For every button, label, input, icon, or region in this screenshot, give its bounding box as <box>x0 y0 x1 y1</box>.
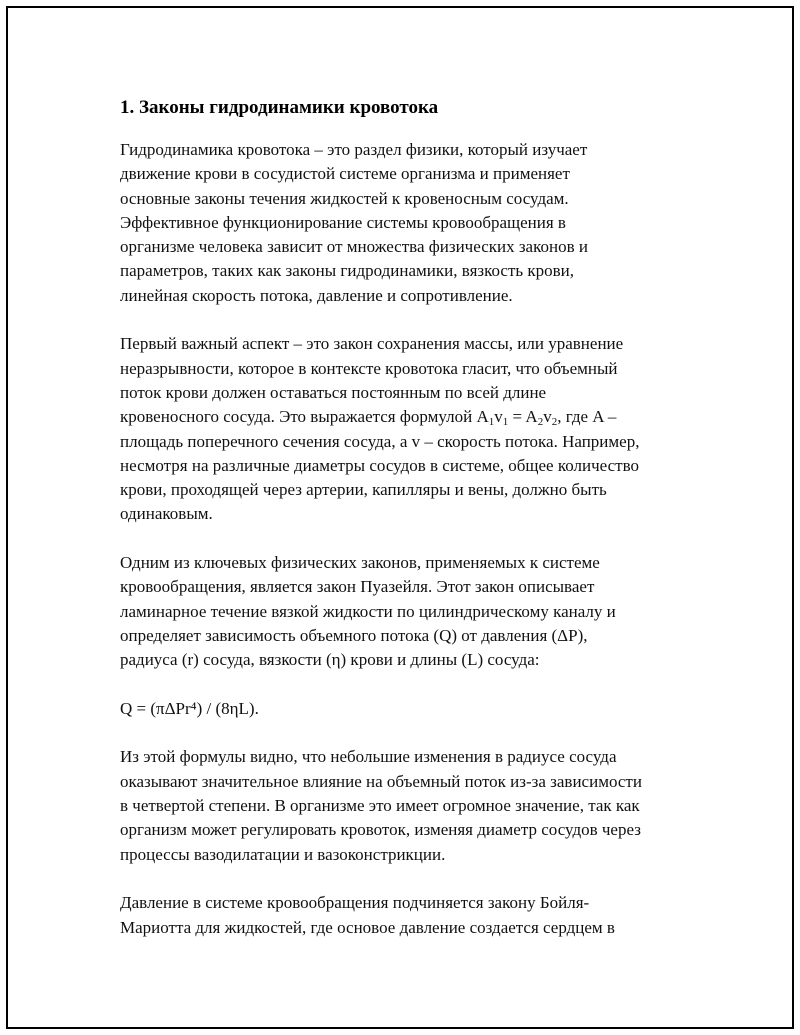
paragraph-poiseuille: Одним из ключевых физических законов, применяемых к системе кровообращения, является закон Пуазейля. Этот закон описывает ламинарное течение вязкой жидкости по цилиндрическому каналу и определяет зависимость объемного потока (Q) от давления (ΔP), радиуса (r) сосуда, вязкости (η) крови и длины (L) сосуда: <box>120 553 616 670</box>
formula-sub-1: 1 <box>488 416 495 429</box>
section-heading: 1. Законы гидродинамики кровотока <box>120 97 439 118</box>
formula-area-2: A <box>525 407 538 427</box>
formula-velocity-2: v <box>543 407 552 427</box>
paragraph-intro: Гидродинамика кровотока – это раздел физики, который изучает движение крови в сосудистой системе организма и применяет основные законы течения жидкостей к кровеносным сосудам. Эффективное функционирование системы кровообращения в организме человека зависит от множества физических законов и параметров, таких как законы гидродинамики, вязкость крови, линейная скорость потока, давление и сопротивление. <box>120 140 588 305</box>
formula-velocity-1: v <box>494 407 503 427</box>
paragraph-pressure: Давление в системе кровообращения подчиняется закону Бойля- Мариотта для жидкостей, где основое давление создается сердцем в <box>120 893 615 937</box>
document-page <box>6 6 794 1029</box>
formula-sub-2: 2 <box>537 416 544 429</box>
poiseuille-formula: Q = (πΔPr⁴) / (8ηL). <box>120 698 259 718</box>
continuity-formula <box>476 407 558 429</box>
paragraph-continuity-text-2: , где A – площадь поперечного сечения сосуда, а v – скорость потока. Например, несмотря на различные диаметры сосудов в системе, общее количество крови, проходящей через артерии, капилляры и вены, должно быть одинаковым. <box>120 407 640 524</box>
document-body <box>120 96 710 964</box>
paragraph-continuity-text-1: Первый важный аспект – это закон сохранения массы, или уравнение неразрывности, которое в контексте кровотока гласит, что объемный поток крови должен оставаться постоянным по всей длине кровеносного сосуда. Это выражается формулой <box>120 334 624 427</box>
paragraph-radius-effect: Из этой формулы видно, что небольшие изменения в радиусе сосуда оказывают значительное влияние на объемный поток из-за зависимости в четвертой степени. В организме это имеет огромное значение, так как организм может регулировать кровоток, изменяя диаметр сосудов через процессы вазодилатации и вазоконстрикции. <box>120 747 642 864</box>
formula-equals: = <box>508 407 526 427</box>
formula-sub-1b: 1 <box>502 416 509 429</box>
paragraph-continuity <box>120 332 710 526</box>
formula-area-1: A <box>476 407 489 427</box>
formula-sub-2b: 2 <box>551 416 558 429</box>
